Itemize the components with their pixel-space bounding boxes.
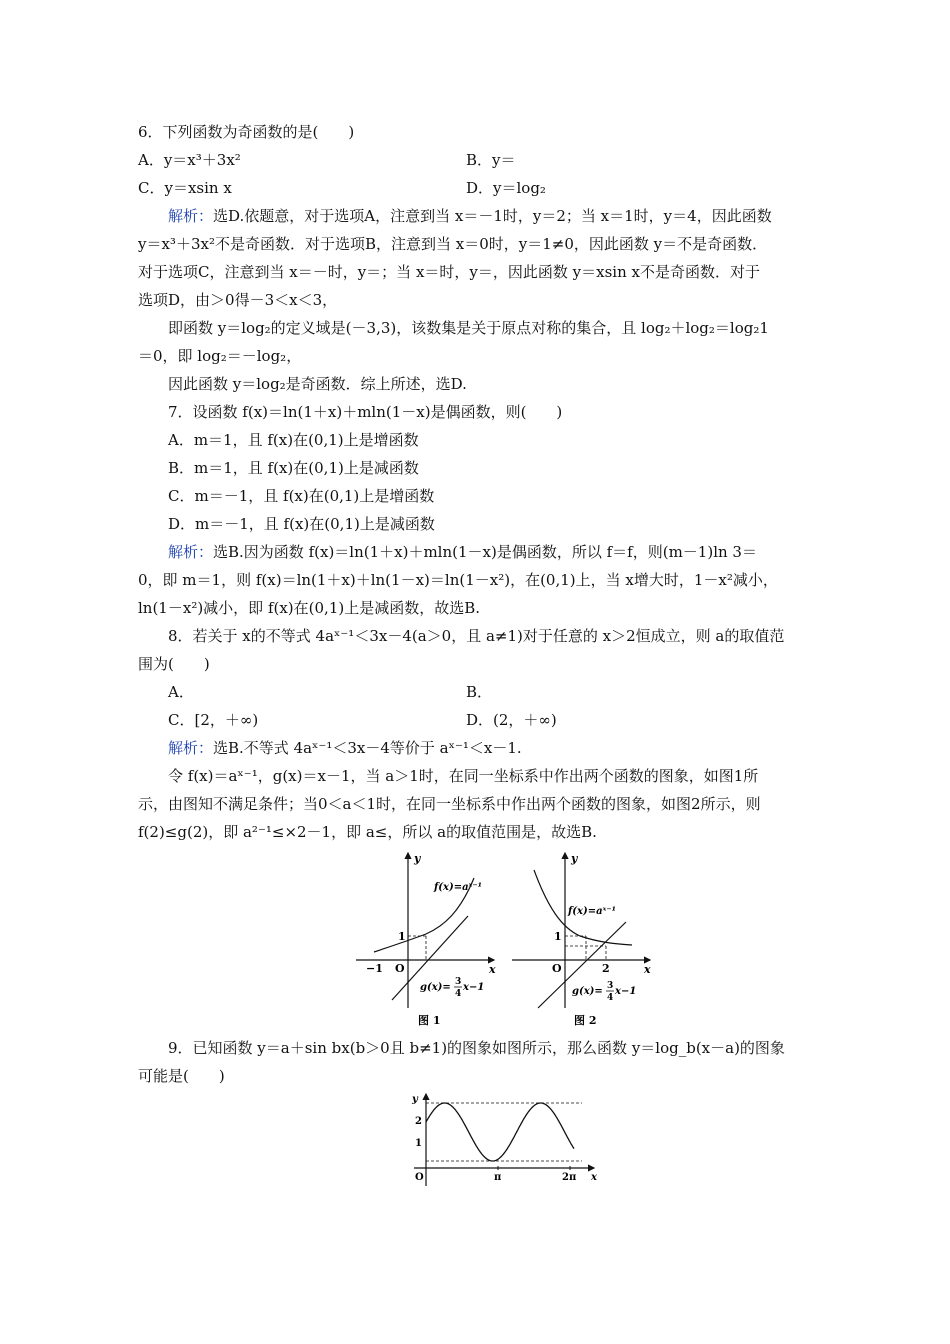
q9-sine-figure [398,1092,608,1192]
q8-option-a: A． [168,683,194,701]
q6-stem: 6．下列函数为奇函数的是( ) [138,123,355,141]
origin-label: O [415,1172,424,1183]
q8-option-d: D．(2，＋∞) [466,711,557,729]
q6-solution-line-6: ＝0，即 log₂＝－log₂， [138,347,302,365]
q7-stem: 7．设函数 f(x)＝ln(1＋x)＋mln(1－x)是偶函数，则( ) [168,403,563,421]
q7-option-d: D．m＝－1，且 f(x)在(0,1)上是减函数 [168,515,435,533]
tick-label-1: 1 [554,930,562,943]
q6-option-a: A．y＝x³＋3x² [138,151,241,169]
q8-solution-line-2: 令 f(x)＝aˣ⁻¹，g(x)＝x－1，当 a＞1时，在同一坐标系中作出两个函数的图象，如图1所 [168,767,759,785]
tick-label-pi: π [494,1172,502,1183]
tick-label-2: 2 [415,1116,422,1127]
q8-figure-1 [352,848,502,1028]
solution-label: 解析： [168,543,214,561]
tick-label-neg1: −1 [366,962,383,975]
tick-label-2: 2 [602,962,610,975]
q7-option-a: A．m＝1，且 f(x)在(0,1)上是增函数 [168,431,419,449]
tick-label-2pi: 2π [562,1172,577,1183]
f-label: f(x)=aˣ⁻¹ [568,906,616,917]
g-label: g(x)= [572,986,603,997]
q8-stem-line-1: 8．若关于 x的不等式 4aˣ⁻¹＜3x－4(a＞0，且 a≠1)对于任意的 x＞2恒成立，则 a的取值范 [168,627,785,645]
q7-solution-line-1: 解析：选B.因为函数 f(x)＝ln(1＋x)＋mln(1－x)是偶函数，所以 f＝f，则(m－1)ln 3＝ [168,543,757,561]
g-label-denominator: 4 [455,989,462,999]
solution-label: 解析： [168,739,214,757]
x-axis-label: x [489,963,496,976]
q6-solution-line-4: 选项D，由＞0得－3＜x＜3， [138,291,338,309]
q6-solution-line-5: 即函数 y＝log₂的定义域是(－3,3)，该数集是关于原点对称的集合，且 log₂＋log₂＝log₂1 [168,319,769,337]
q7-solution-line-2: 0，即 m＝1，则 f(x)＝ln(1＋x)＋ln(1－x)＝ln(1－x²)，在(0,1)上，当 x增大时，1－x²减小， [138,571,778,589]
y-axis-label: y [414,852,421,865]
g-label-tail: x−1 [463,982,485,993]
q6-option-d: D．y＝log₂ [466,179,546,197]
q7-option-b: B．m＝1，且 f(x)在(0,1)上是减函数 [168,459,419,477]
g-label-numerator: 3 [455,977,462,987]
q7-option-c: C．m＝－1，且 f(x)在(0,1)上是增函数 [168,487,435,505]
q8-figure-2 [510,848,660,1028]
g-label-tail: x−1 [615,986,637,997]
y-axis-label: y [412,1094,418,1105]
q6-solution-line-3: 对于选项C，注意到当 x＝－时，y＝；当 x＝时，y＝，因此函数 y＝xsin x不是奇函数．对于 [138,263,760,281]
origin-label: O [552,962,562,975]
q6-solution-line-1: 解析：选D.依题意，对于选项A，注意到当 x＝－1时，y＝2；当 x＝1时，y＝4，因此函数 [168,207,772,225]
q8-option-c: C．[2，＋∞) [168,711,259,729]
q6-option-c: C．y＝xsin x [138,179,232,197]
figure-caption: 图 2 [574,1014,597,1027]
q6-solution-line-2: y＝x³＋3x²不是奇函数．对于选项B，注意到当 x＝0时，y＝1≠0，因此函数 y＝不是奇函数． [138,235,768,253]
tick-label-1: 1 [398,930,406,943]
g-label-denominator: 4 [607,993,614,1003]
q9-stem-line-1: 9．已知函数 y＝a＋sin bx(b＞0且 b≠1)的图象如图所示，那么函数 y＝log_b(x－a)的图象 [168,1039,785,1057]
q8-solution-line-1: 解析：选B.不等式 4aˣ⁻¹＜3x－4等价于 aˣ⁻¹＜x－1. [168,739,522,757]
x-axis-label: x [644,963,651,976]
q8-solution-line-3: 示，由图知不满足条件；当0＜a＜1时，在同一坐标系中作出两个函数的图象，如图2所示，则 [138,795,761,813]
solution-label: 解析： [168,207,214,225]
g-label-numerator: 3 [607,981,614,991]
q7-solution-line-3: ln(1－x²)减小，即 f(x)在(0,1)上是减函数，故选B. [138,599,481,617]
tick-label-1: 1 [415,1138,422,1149]
y-axis-label: y [571,852,578,865]
x-axis-label: x [591,1172,597,1183]
q8-stem-line-2: 围为( ) [138,655,210,673]
g-label: g(x)= [420,982,451,993]
q8-solution-line-4: f(2)≤g(2)，即 a²⁻¹≤×2－1，即 a≤，所以 a的取值范围是，故选B. [138,823,597,841]
q6-option-b: B．y＝ [466,151,516,169]
f-label: f(x)=aˣ⁻¹ [434,882,482,893]
q8-option-b: B． [466,683,493,701]
q9-stem-line-2: 可能是( ) [138,1067,225,1085]
origin-label: O [395,962,405,975]
sine-curve [426,1103,574,1161]
q6-solution-line-7: 因此函数 y＝log₂是奇函数．综上所述，选D. [168,375,467,393]
figure-caption: 图 1 [418,1014,441,1027]
